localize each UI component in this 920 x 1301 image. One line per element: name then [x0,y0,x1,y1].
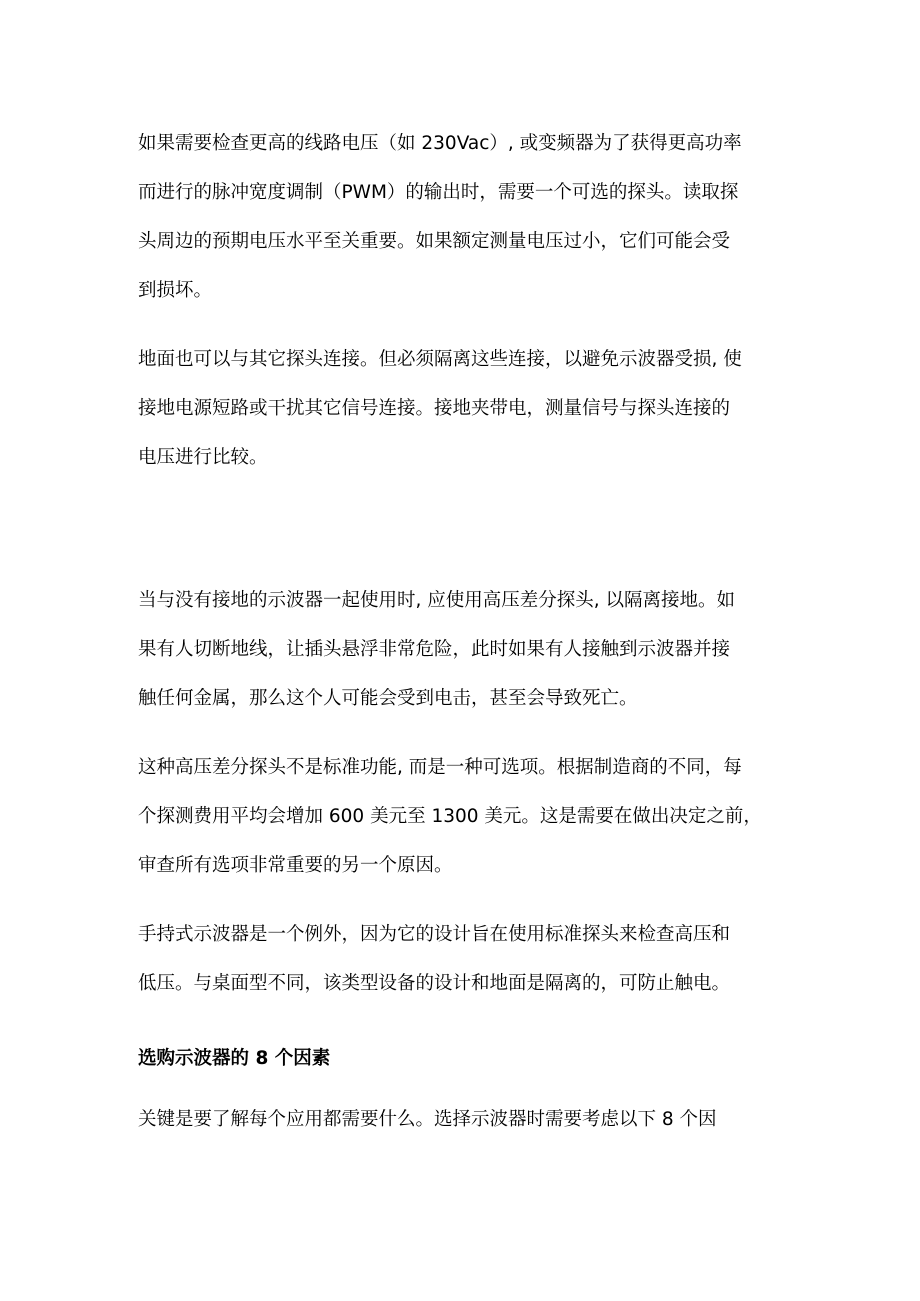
section-heading: 选购示波器的 8 个因素 [138,1048,331,1069]
text-line: 果有人切断地线，让插头悬浮非常危险，此时如果有人接触到示波器并接 [138,639,731,660]
text-line: 触任何金属，那么这个人可能会受到电击，甚至会导致死亡。 [138,688,638,709]
text-line: 手持式示波器是一个例外，因为它的设计旨在使用标准探头来检查高压和 [138,924,731,945]
text-line: 个探测费用平均会增加 600 美元至 1300 美元。这是需要在做出决定之前， [138,806,762,827]
text-line: 而进行的脉冲宽度调制（PWM）的输出时，需要一个可选的探头。读取探 [138,182,739,203]
text-line: 如果需要检查更高的线路电压（如 230Vac）, 或变频器为了获得更高功率 [138,133,742,154]
text-line: 当与没有接地的示波器一起使用时, 应使用高压差分探头, 以隔离接地。如 [138,590,736,611]
text-line: 这种高压差分探头不是标准功能, 而是一种可选项。根据制造商的不同，每 [138,757,742,778]
text-line: 地面也可以与其它探头连接。但必须隔离这些连接，以避免示波器受损, 使 [138,349,742,370]
text-line: 到损坏。 [138,280,213,301]
text-line: 接地电源短路或干扰其它信号连接。接地夹带电，测量信号与探头连接的 [138,398,731,419]
text-line: 头周边的预期电压水平至关重要。如果额定测量电压过小，它们可能会受 [138,231,731,252]
text-line: 低压。与桌面型不同，该类型设备的设计和地面是隔离的，可防止触电。 [138,973,731,994]
text-line: 关键是要了解每个应用都需要什么。选择示波器时需要考虑以下 8 个因 [138,1109,717,1130]
text-line: 审查所有选项非常重要的另一个原因。 [138,855,453,876]
text-line: 电压进行比较。 [138,447,268,468]
